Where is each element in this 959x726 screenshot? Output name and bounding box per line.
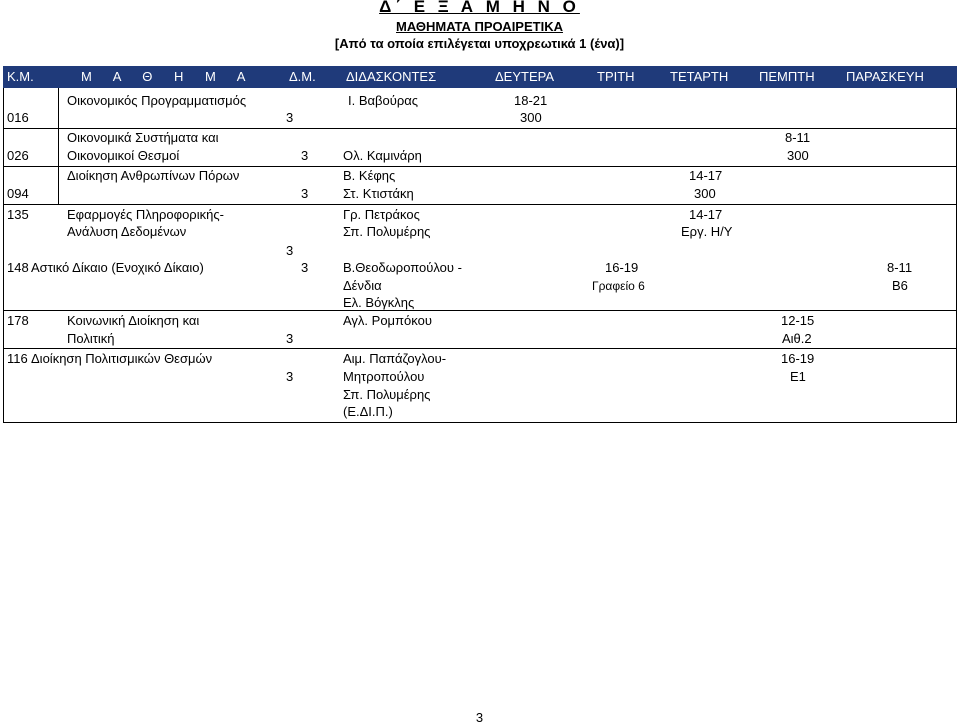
row-135-wed-time: 14-17: [689, 207, 723, 222]
row-135-wed-room: Εργ. Η/Υ: [681, 224, 733, 239]
col-code: Κ.Μ.: [7, 69, 34, 84]
page-note: [Από τα οποία επιλέγεται υποχρεωτικά 1 (ένα)]: [334, 36, 625, 51]
col-thursday: ΠΕΜΠΤΗ: [759, 69, 815, 84]
row-016-credits: 3: [286, 110, 294, 125]
row-148-fri-room: Β6: [892, 278, 908, 293]
row-016-teacher: Ι. Βαβούρας: [348, 93, 419, 108]
row-178-teacher: Αγλ. Ρομπόκου: [343, 313, 432, 328]
row-116-teacher-4: (Ε.ΔΙ.Π.): [343, 404, 393, 419]
row-094-code: 094: [7, 186, 29, 201]
col-friday: ΠΑΡΑΣΚΕΥΗ: [846, 69, 924, 84]
row-178-course-1: Κοινωνική Διοίκηση και: [67, 313, 200, 328]
col-divider: [58, 88, 59, 204]
col-credits: Δ.Μ.: [289, 69, 316, 84]
table-header: [3, 66, 957, 88]
row-divider: [3, 348, 957, 349]
row-094-wed-time: 14-17: [689, 168, 723, 183]
row-026-course-1: Οικονομικά Συστήματα και: [67, 130, 219, 145]
row-026-thu-time: 8-11: [785, 130, 811, 145]
row-094-teacher-1: Β. Κέφης: [343, 168, 396, 183]
row-016-course: Οικονομικός Προγραμματισμός: [67, 93, 247, 108]
row-094-wed-room: 300: [694, 186, 716, 201]
row-016-mon-room: 300: [520, 110, 542, 125]
row-026-thu-room: 300: [787, 148, 809, 163]
row-116-thu-room: Ε1: [790, 369, 806, 384]
row-116-teacher-2: Μητροπούλου: [343, 369, 425, 384]
row-116-credits: 3: [286, 369, 294, 384]
row-148-tue-time: 16-19: [605, 260, 639, 275]
row-026-code: 026: [7, 148, 29, 163]
schedule-table: [3, 66, 957, 423]
row-026-credits: 3: [301, 148, 309, 163]
col-teachers: ΔΙΔΑΣΚΟΝΤΕΣ: [346, 69, 437, 84]
row-148-teacher-2: Δένδια: [343, 278, 382, 293]
row-135-teacher-2: Σπ. Πολυμέρης: [343, 224, 431, 239]
row-135-code: 135: [7, 207, 29, 222]
row-135-course-2: Ανάλυση Δεδομένων: [67, 224, 187, 239]
row-135-credits: 3: [286, 243, 294, 258]
row-148-teacher-3: Ελ. Βόγκλης: [343, 295, 415, 310]
row-135-course-1: Εφαρμογές Πληροφορικής-: [67, 207, 224, 222]
row-026-teacher: Ολ. Καμινάρη: [343, 148, 422, 163]
row-178-course-2: Πολιτική: [67, 331, 115, 346]
row-135-teacher-1: Γρ. Πετράκος: [343, 207, 420, 222]
row-divider: [3, 310, 957, 311]
row-094-course: Διοίκηση Ανθρωπίνων Πόρων: [67, 168, 240, 183]
row-116-course: Διοίκηση Πολιτισμικών Θεσμών: [31, 351, 213, 366]
row-178-code: 178: [7, 313, 29, 328]
row-116-code: 116: [7, 351, 28, 366]
row-148-teacher-1: Β.Θεοδωροπούλου -: [343, 260, 462, 275]
row-016-code: 016: [7, 110, 29, 125]
row-178-thu-room: Αιθ.2: [782, 331, 812, 346]
row-148-code: 148: [7, 260, 29, 275]
row-148-fri-time: 8-11: [887, 260, 913, 275]
row-divider: [3, 204, 957, 205]
row-094-teacher-2: Στ. Κτιστάκη: [343, 186, 414, 201]
row-148-credits: 3: [301, 260, 309, 275]
col-course: Μ Α Θ Η Μ Α: [81, 69, 255, 84]
row-026-course-2: Οικονομικοί Θεσμοί: [67, 148, 180, 163]
col-monday: ΔΕΥΤΕΡΑ: [495, 69, 555, 84]
col-tuesday: ΤΡΙΤΗ: [597, 69, 635, 84]
col-wednesday: ΤΕΤΑΡΤΗ: [670, 69, 729, 84]
row-148-course: Αστικό Δίκαιο (Ενοχικό Δίκαιο): [31, 260, 204, 275]
row-148-tue-room: Γραφείο 6: [592, 279, 645, 293]
row-178-credits: 3: [286, 331, 294, 346]
row-116-thu-time: 16-19: [781, 351, 815, 366]
row-016-mon-time: 18-21: [514, 93, 548, 108]
page-title: Δ΄ Ε Ξ Α Μ Η Ν Ο: [379, 0, 580, 16]
row-116-teacher-3: Σπ. Πολυμέρης: [343, 387, 431, 402]
row-178-thu-time: 12-15: [781, 313, 815, 328]
row-116-teacher-1: Αιμ. Παπάζογλου-: [343, 351, 447, 366]
row-094-credits: 3: [301, 186, 309, 201]
page-subtitle: ΜΑΘΗΜΑΤΑ ΠΡΟΑΙΡΕΤΙΚΑ: [396, 19, 563, 34]
page-number: 3: [475, 710, 484, 725]
